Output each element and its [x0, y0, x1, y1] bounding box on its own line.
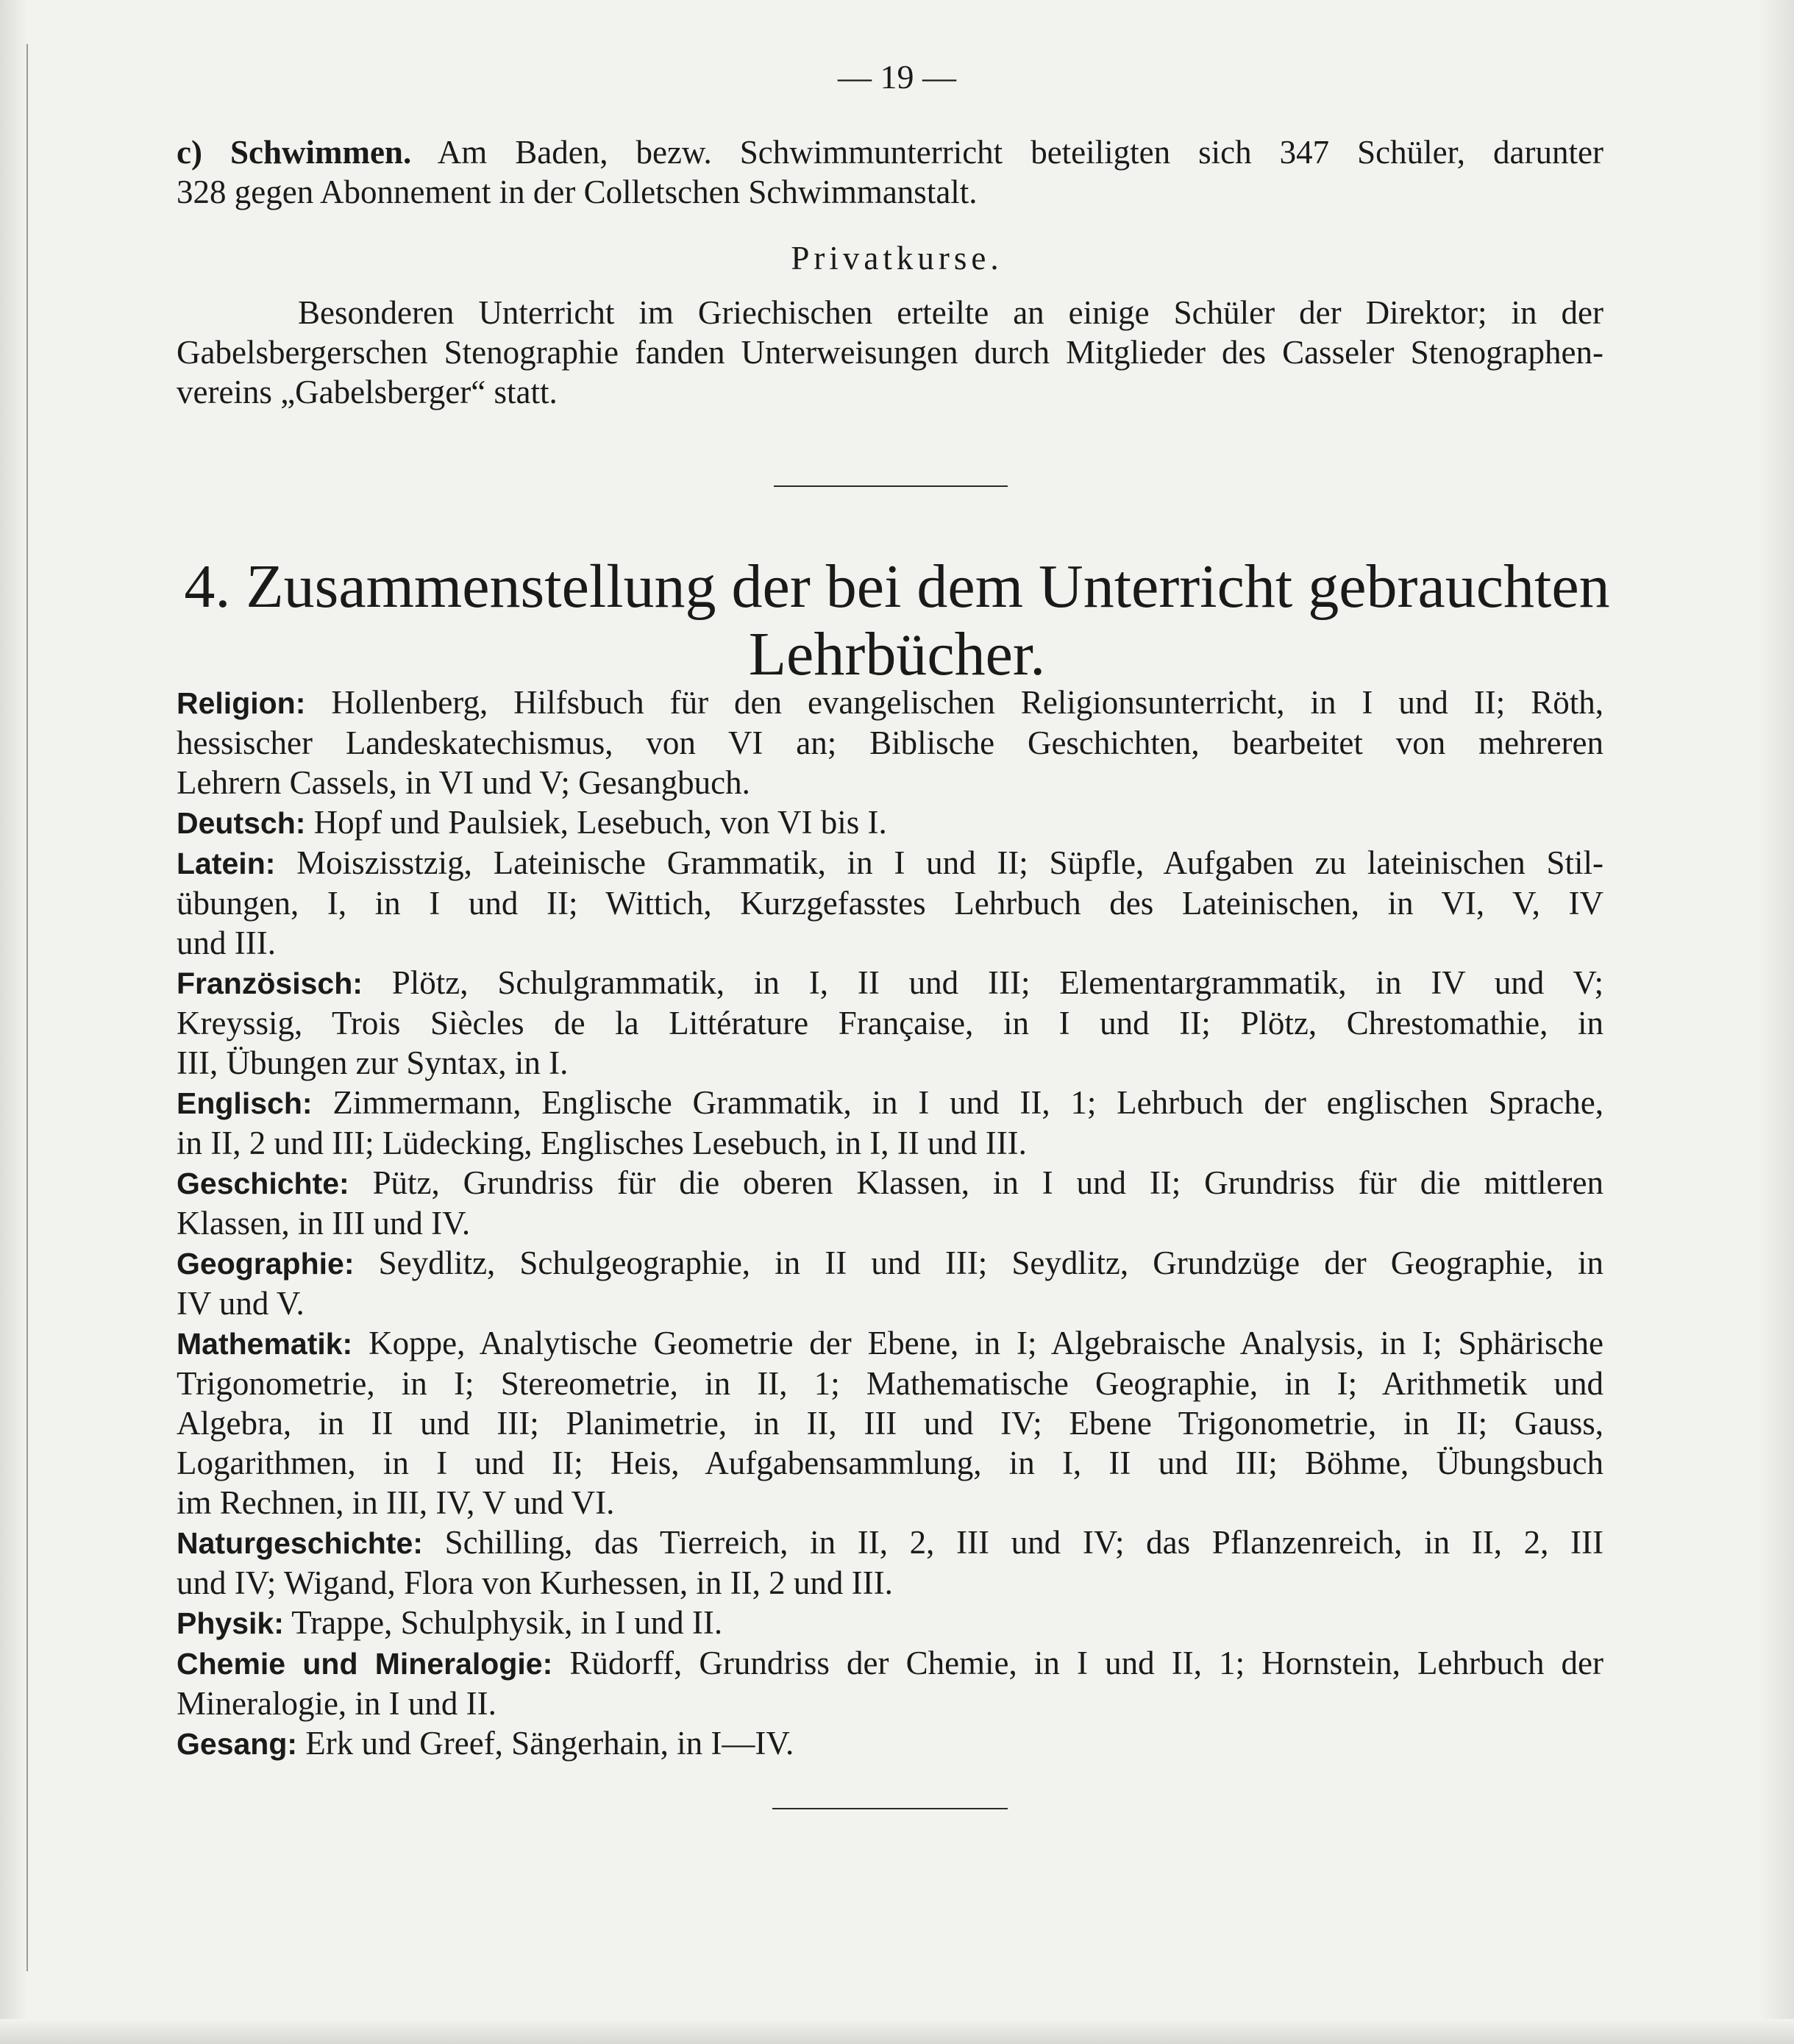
page-right-shadow	[1759, 0, 1794, 2044]
textbook-entry	[177, 1083, 1603, 1163]
textbook-line	[177, 963, 1603, 1003]
page-left-border	[26, 44, 28, 1971]
page-bottom-shadow	[0, 2019, 1794, 2044]
textbook-line	[177, 1163, 1603, 1203]
textbook-line	[177, 843, 1603, 883]
textbook-text: in II, 2 und III; Lüdecking, Englisches Lesebuch, in I, II und III.	[177, 1125, 1027, 1161]
textbook-line	[177, 1283, 1603, 1323]
textbook-text: Pütz, Grundriss für die oberen Klassen, in I und II; Grundriss für die mittleren	[372, 1164, 1603, 1201]
textbook-text: Zimmermann, Englische Grammatik, in I und II, 1; Lehrbuch der englischen Sprache,	[332, 1084, 1604, 1121]
textbook-entry	[177, 1243, 1603, 1323]
textbook-entry	[177, 1323, 1603, 1523]
textbook-entry	[177, 1163, 1603, 1243]
subject-label: Religion:	[177, 686, 306, 720]
textbook-text: Trappe, Schulphysik, in I und II.	[291, 1604, 723, 1641]
textbook-line	[177, 1723, 1603, 1764]
textbook-text: Seydlitz, Schulgeographie, in II und III; Seydlitz, Grundzüge der Geographie, in	[378, 1244, 1603, 1281]
textbook-line	[177, 1123, 1603, 1163]
textbook-line	[177, 1083, 1603, 1123]
textbook-text: und IV; Wigand, Flora von Kurhessen, in II, 2 und III.	[177, 1564, 893, 1601]
textbook-line	[177, 1483, 1603, 1523]
swimming-paragraph	[177, 132, 1603, 212]
textbook-text: Algebra, in II und III; Planimetrie, in II, III und IV; Ebene Trigonometrie, in II; Gauss,	[177, 1405, 1603, 1442]
subject-label: Mathematik:	[177, 1327, 353, 1361]
textbook-text: Kreyssig, Trois Siècles de la Littérature Française, in I und II; Plötz, Chrestomathie, in	[177, 1005, 1603, 1041]
subject-label: Deutsch:	[177, 806, 306, 840]
textbook-line	[177, 1323, 1603, 1364]
textbook-text: III, Übungen zur Syntax, in I.	[177, 1044, 569, 1081]
textbook-text: im Rechnen, in III, IV, V und VI.	[177, 1484, 615, 1521]
textbook-text: Lehrern Cassels, in VI und V; Gesangbuch.	[177, 764, 750, 801]
subject-label: Englisch:	[177, 1086, 313, 1120]
end-divider	[772, 1808, 1008, 1809]
textbook-line	[177, 1603, 1603, 1643]
swimming-label: c) Schwimmen.	[177, 134, 412, 171]
textbook-text: Koppe, Analytische Geometrie der Ebene, in I; Algebraische Analysis, in I; Sphärische	[369, 1325, 1603, 1361]
subject-label: Chemie und Mineralogie:	[177, 1647, 553, 1681]
textbook-line	[177, 883, 1603, 923]
textbook-line	[177, 802, 1603, 843]
textbook-line	[177, 1243, 1603, 1283]
subject-label: Französisch:	[177, 966, 363, 1000]
textbook-text: Mineralogie, in I und II.	[177, 1685, 496, 1722]
textbook-text: Logarithmen, in I und II; Heis, Aufgabensammlung, in I, II und III; Böhme, Übungsbuch	[177, 1445, 1603, 1481]
private-line-3: vereins „Gabelsberger“ statt.	[177, 374, 558, 410]
textbook-text: Rüdorff, Grundriss der Chemie, in I und II, 1; Hornstein, Lehrbuch der	[569, 1645, 1604, 1681]
textbook-line	[177, 1403, 1603, 1443]
textbook-line	[177, 1003, 1603, 1043]
section-title	[0, 553, 1794, 688]
page-number: — 19 —	[838, 58, 956, 96]
subject-label: Latein:	[177, 847, 276, 880]
textbook-text: Klassen, in III und IV.	[177, 1205, 471, 1242]
textbook-line	[177, 763, 1603, 802]
textbook-text: übungen, I, in I und II; Wittich, Kurzgefasstes Lehrbuch des Lateinischen, in VI, V, IV	[177, 885, 1603, 922]
textbook-line	[177, 1203, 1603, 1243]
textbook-line	[177, 1684, 1603, 1723]
textbook-line	[177, 923, 1603, 963]
textbook-text: hessischer Landeskatechismus, von VI an; Biblische Geschichten, bearbeitet von mehreren	[177, 724, 1603, 761]
private-courses-paragraph	[177, 293, 1603, 412]
textbook-entry	[177, 1643, 1603, 1723]
subject-label: Naturgeschichte:	[177, 1526, 423, 1560]
private-courses-heading: Privatkurse.	[791, 240, 1003, 277]
section-title-line-2: Lehrbücher.	[748, 620, 1046, 688]
textbook-text: Trigonometrie, in I; Stereometrie, in II, 1; Mathematische Geographie, in I; Arithmetik und	[177, 1365, 1603, 1402]
textbook-entry	[177, 1523, 1603, 1603]
textbook-line	[177, 1643, 1603, 1684]
textbook-entry	[177, 1603, 1603, 1643]
page-left-shadow	[0, 0, 28, 2044]
textbook-entry	[177, 802, 1603, 843]
textbook-text: IV und V.	[177, 1285, 305, 1322]
textbook-line	[177, 1043, 1603, 1083]
textbook-line	[177, 1364, 1603, 1403]
swimming-line-1	[177, 132, 1603, 172]
textbook-text: Schilling, das Tierreich, in II, 2, III und IV; das Pflanzenreich, in II, 2, III	[444, 1524, 1604, 1561]
textbook-line	[177, 1443, 1603, 1483]
subject-label: Physik:	[177, 1606, 284, 1640]
subject-label: Geographie:	[177, 1247, 355, 1281]
section-title-line-1: 4. Zusammenstellung der bei dem Unterricht gebrauchten	[184, 552, 1610, 621]
textbook-entry	[177, 683, 1603, 802]
textbook-line	[177, 683, 1603, 723]
textbook-text: und III.	[177, 925, 276, 961]
textbook-line	[177, 723, 1603, 763]
private-line-1: Besonderen Unterricht im Griechischen erteilte an einige Schüler der Direktor; in der	[298, 294, 1603, 331]
section-divider	[774, 485, 1008, 487]
textbook-text: Plötz, Schulgrammatik, in I, II und III; Elementargrammatik, in IV und V;	[391, 964, 1604, 1001]
textbook-line	[177, 1523, 1603, 1563]
textbook-entry	[177, 1723, 1603, 1764]
subject-label: Gesang:	[177, 1727, 298, 1761]
textbook-text: Moiszisstzig, Lateinische Grammatik, in I und II; Süpfle, Aufgaben zu lateinischen Stil-	[296, 844, 1604, 881]
textbook-text: Erk und Greef, Sängerhain, in I—IV.	[305, 1725, 794, 1762]
swimming-text-1: Am Baden, bezw. Schwimmunterricht beteiligten sich 347 Schüler, darunter	[437, 134, 1603, 171]
private-line-2: Gabelsbergerschen Stenographie fanden Unterweisungen durch Mitglieder des Casseler Stenographen-	[177, 334, 1603, 371]
textbook-entry	[177, 843, 1603, 963]
textbook-text: Hopf und Paulsiek, Lesebuch, von VI bis I.	[313, 804, 887, 841]
textbook-text: Hollenberg, Hilfsbuch für den evangelischen Religionsunterricht, in I und II; Röth,	[331, 684, 1603, 721]
textbook-entry	[177, 963, 1603, 1083]
subject-label: Geschichte:	[177, 1167, 349, 1200]
textbook-list	[177, 683, 1603, 1764]
textbook-line	[177, 1563, 1603, 1603]
swimming-line-2: 328 gegen Abonnement in der Colletschen Schwimmanstalt.	[177, 174, 978, 210]
